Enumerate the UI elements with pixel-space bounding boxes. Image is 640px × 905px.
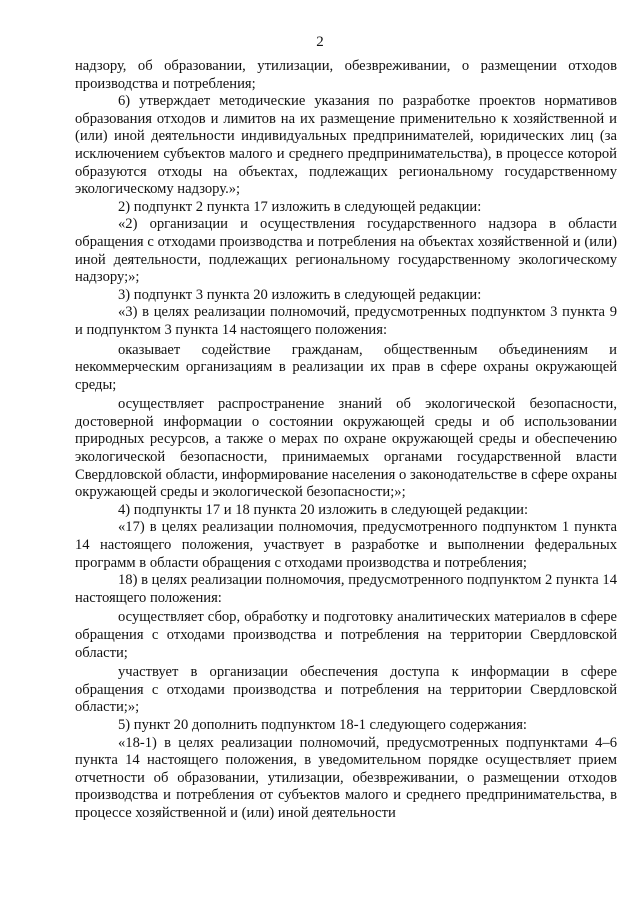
paragraph: 5) пункт 20 дополнить подпунктом 18-1 следующего содержания: (118, 716, 527, 733)
paragraph: участвует в организации обеспечения доступа к информации в сфере обращения с отходами производства и потребления на территории Свердловской области;»; (75, 664, 617, 716)
paragraph: 3) подпункт 3 пункта 20 изложить в следующей редакции: (118, 286, 482, 303)
paragraph: «17) в целях реализации полномочия, предусмотренного подпунктом 1 пункта 14 настоящего положения, участвует в разработке и выполнении федеральных программ в области обращения с отходами производства и потребления; (75, 519, 617, 571)
paragraph: «2) организации и осуществления государственного надзора в области обращения с отходами производства и потребления на объектах хозяйственной и (или) иной деятельности, подлежащих региональному государственному экологическому надзору;»; (75, 216, 617, 286)
paragraph: оказывает содействие гражданам, общественным объединениям и некоммерческим организациям в реализации их прав в сфере охраны окружающей среды; (75, 341, 617, 393)
paragraph: «18-1) в целях реализации полномочий, предусмотренных подпунктами 4–6 пункта 14 настоящего положения, в уведомительном порядке осуществляет прием отчетности об образовании, утилизации, обезвреживании, о размещении отходов производства и потребления от субъектов малого и среднего предпринимательства, в процессе хозяйственной и (или) иной деятельности (75, 734, 617, 821)
paragraph: осуществляет сбор, обработку и подготовку аналитических материалов в сфере обращения с отходами производства и потребления на территории Свердловской области; (75, 609, 617, 661)
page-number: 2 (316, 34, 324, 50)
paragraph: надзору, об образовании, утилизации, обезвреживании, о размещении отходов производства и потребления; (75, 58, 617, 92)
paragraph: «3) в целях реализации полномочий, предусмотренных подпунктом 3 пункта 9 и подпунктом 3 пункта 14 настоящего положения: (75, 304, 617, 338)
paragraph: осуществляет распространение знаний об экологической безопасности, достоверной информации о состоянии окружающей среды и об использовании природных ресурсов, а также о мерах по охране окружающей среды и обеспечению экологической безопасности, принимаемых органами государственной власти Свердловской области, информирование населения о законодательстве в сфере охраны окружающей среды и экологической безопасности;»; (75, 396, 617, 501)
paragraph: 2) подпункт 2 пункта 17 изложить в следующей редакции: (118, 198, 482, 215)
document-body (75, 58, 617, 823)
paragraph: 6) утверждает методические указания по разработке проектов нормативов образования отходов и лимитов на их размещение применительно к хозяйственной и (или) иной деятельности индивидуальных предпринимателей, юридических лиц (за исключением субъектов малого и среднего предпринимательства), в процессе которой образуются отходы на объектах, подлежащих региональному государственному экологическому надзору.»; (75, 93, 617, 198)
paragraph: 18) в целях реализации полномочия, предусмотренного подпунктом 2 пункта 14 настоящего положения: (75, 572, 617, 606)
paragraph: 4) подпункты 17 и 18 пункта 20 изложить в следующей редакции: (118, 501, 529, 518)
